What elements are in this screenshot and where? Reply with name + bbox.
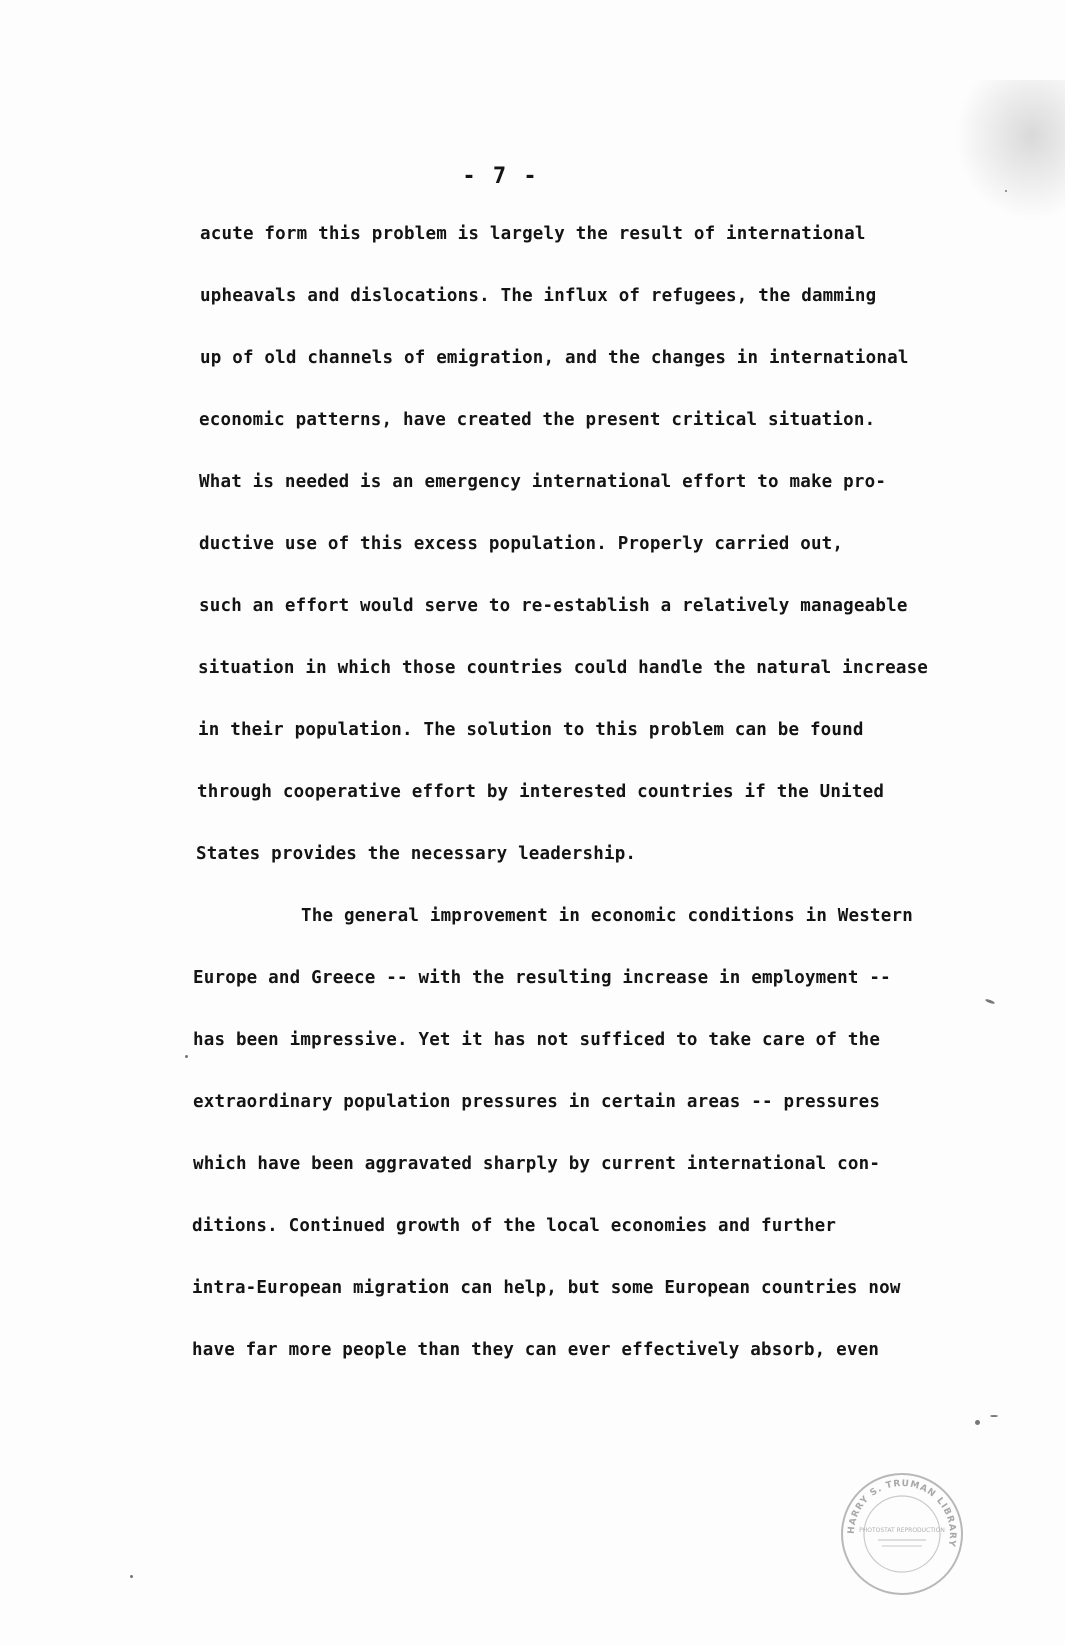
text-line: in their population. The solution to this problem can be found xyxy=(198,720,864,740)
text-line: upheavals and dislocations. The influx of refugees, the damming xyxy=(200,286,877,306)
ink-speck xyxy=(990,1415,998,1417)
text-line: What is needed is an emergency international effort to make pro- xyxy=(199,472,887,492)
text-line: has been impressive. Yet it has not sufficed to take care of the xyxy=(193,1030,881,1050)
library-stamp xyxy=(838,1470,966,1598)
text-line: economic patterns, have created the present critical situation. xyxy=(199,410,876,430)
text-line: which have been aggravated sharply by current international con- xyxy=(193,1154,881,1174)
text-line: States provides the necessary leadership. xyxy=(196,844,637,864)
text-line: ductive use of this excess population. Properly carried out, xyxy=(199,534,844,554)
ink-speck xyxy=(985,998,995,1004)
text-line: such an effort would serve to re-establish a relatively manageable xyxy=(199,596,908,616)
text-line: The general improvement in economic conditions in Western xyxy=(301,906,913,926)
ink-speck xyxy=(1005,190,1007,192)
text-line: Europe and Greece -- with the resulting increase in employment -- xyxy=(193,968,891,988)
corner-stain xyxy=(955,80,1065,220)
ink-speck xyxy=(185,1055,188,1058)
stamp-text: HARRY S. TRUMAN LIBRARY xyxy=(846,1478,958,1549)
text-line: extraordinary population pressures in certain areas -- pressures xyxy=(193,1092,881,1112)
ink-speck xyxy=(130,1575,133,1578)
text-line: ditions. Continued growth of the local economies and further xyxy=(192,1216,837,1236)
text-line: through cooperative effort by interested countries if the United xyxy=(197,782,885,802)
text-line: up of old channels of emigration, and the changes in international xyxy=(200,348,909,368)
ink-speck xyxy=(975,1420,980,1425)
text-line: intra-European migration can help, but some European countries now xyxy=(192,1278,901,1298)
page-number: - 7 - xyxy=(462,164,539,189)
text-line: acute form this problem is largely the result of international xyxy=(200,224,866,244)
text-line: have far more people than they can ever effectively absorb, even xyxy=(192,1340,880,1360)
text-line: situation in which those countries could handle the natural increase xyxy=(198,658,929,678)
stamp-subtext: PHOTOSTAT REPRODUCTION xyxy=(859,1527,945,1534)
